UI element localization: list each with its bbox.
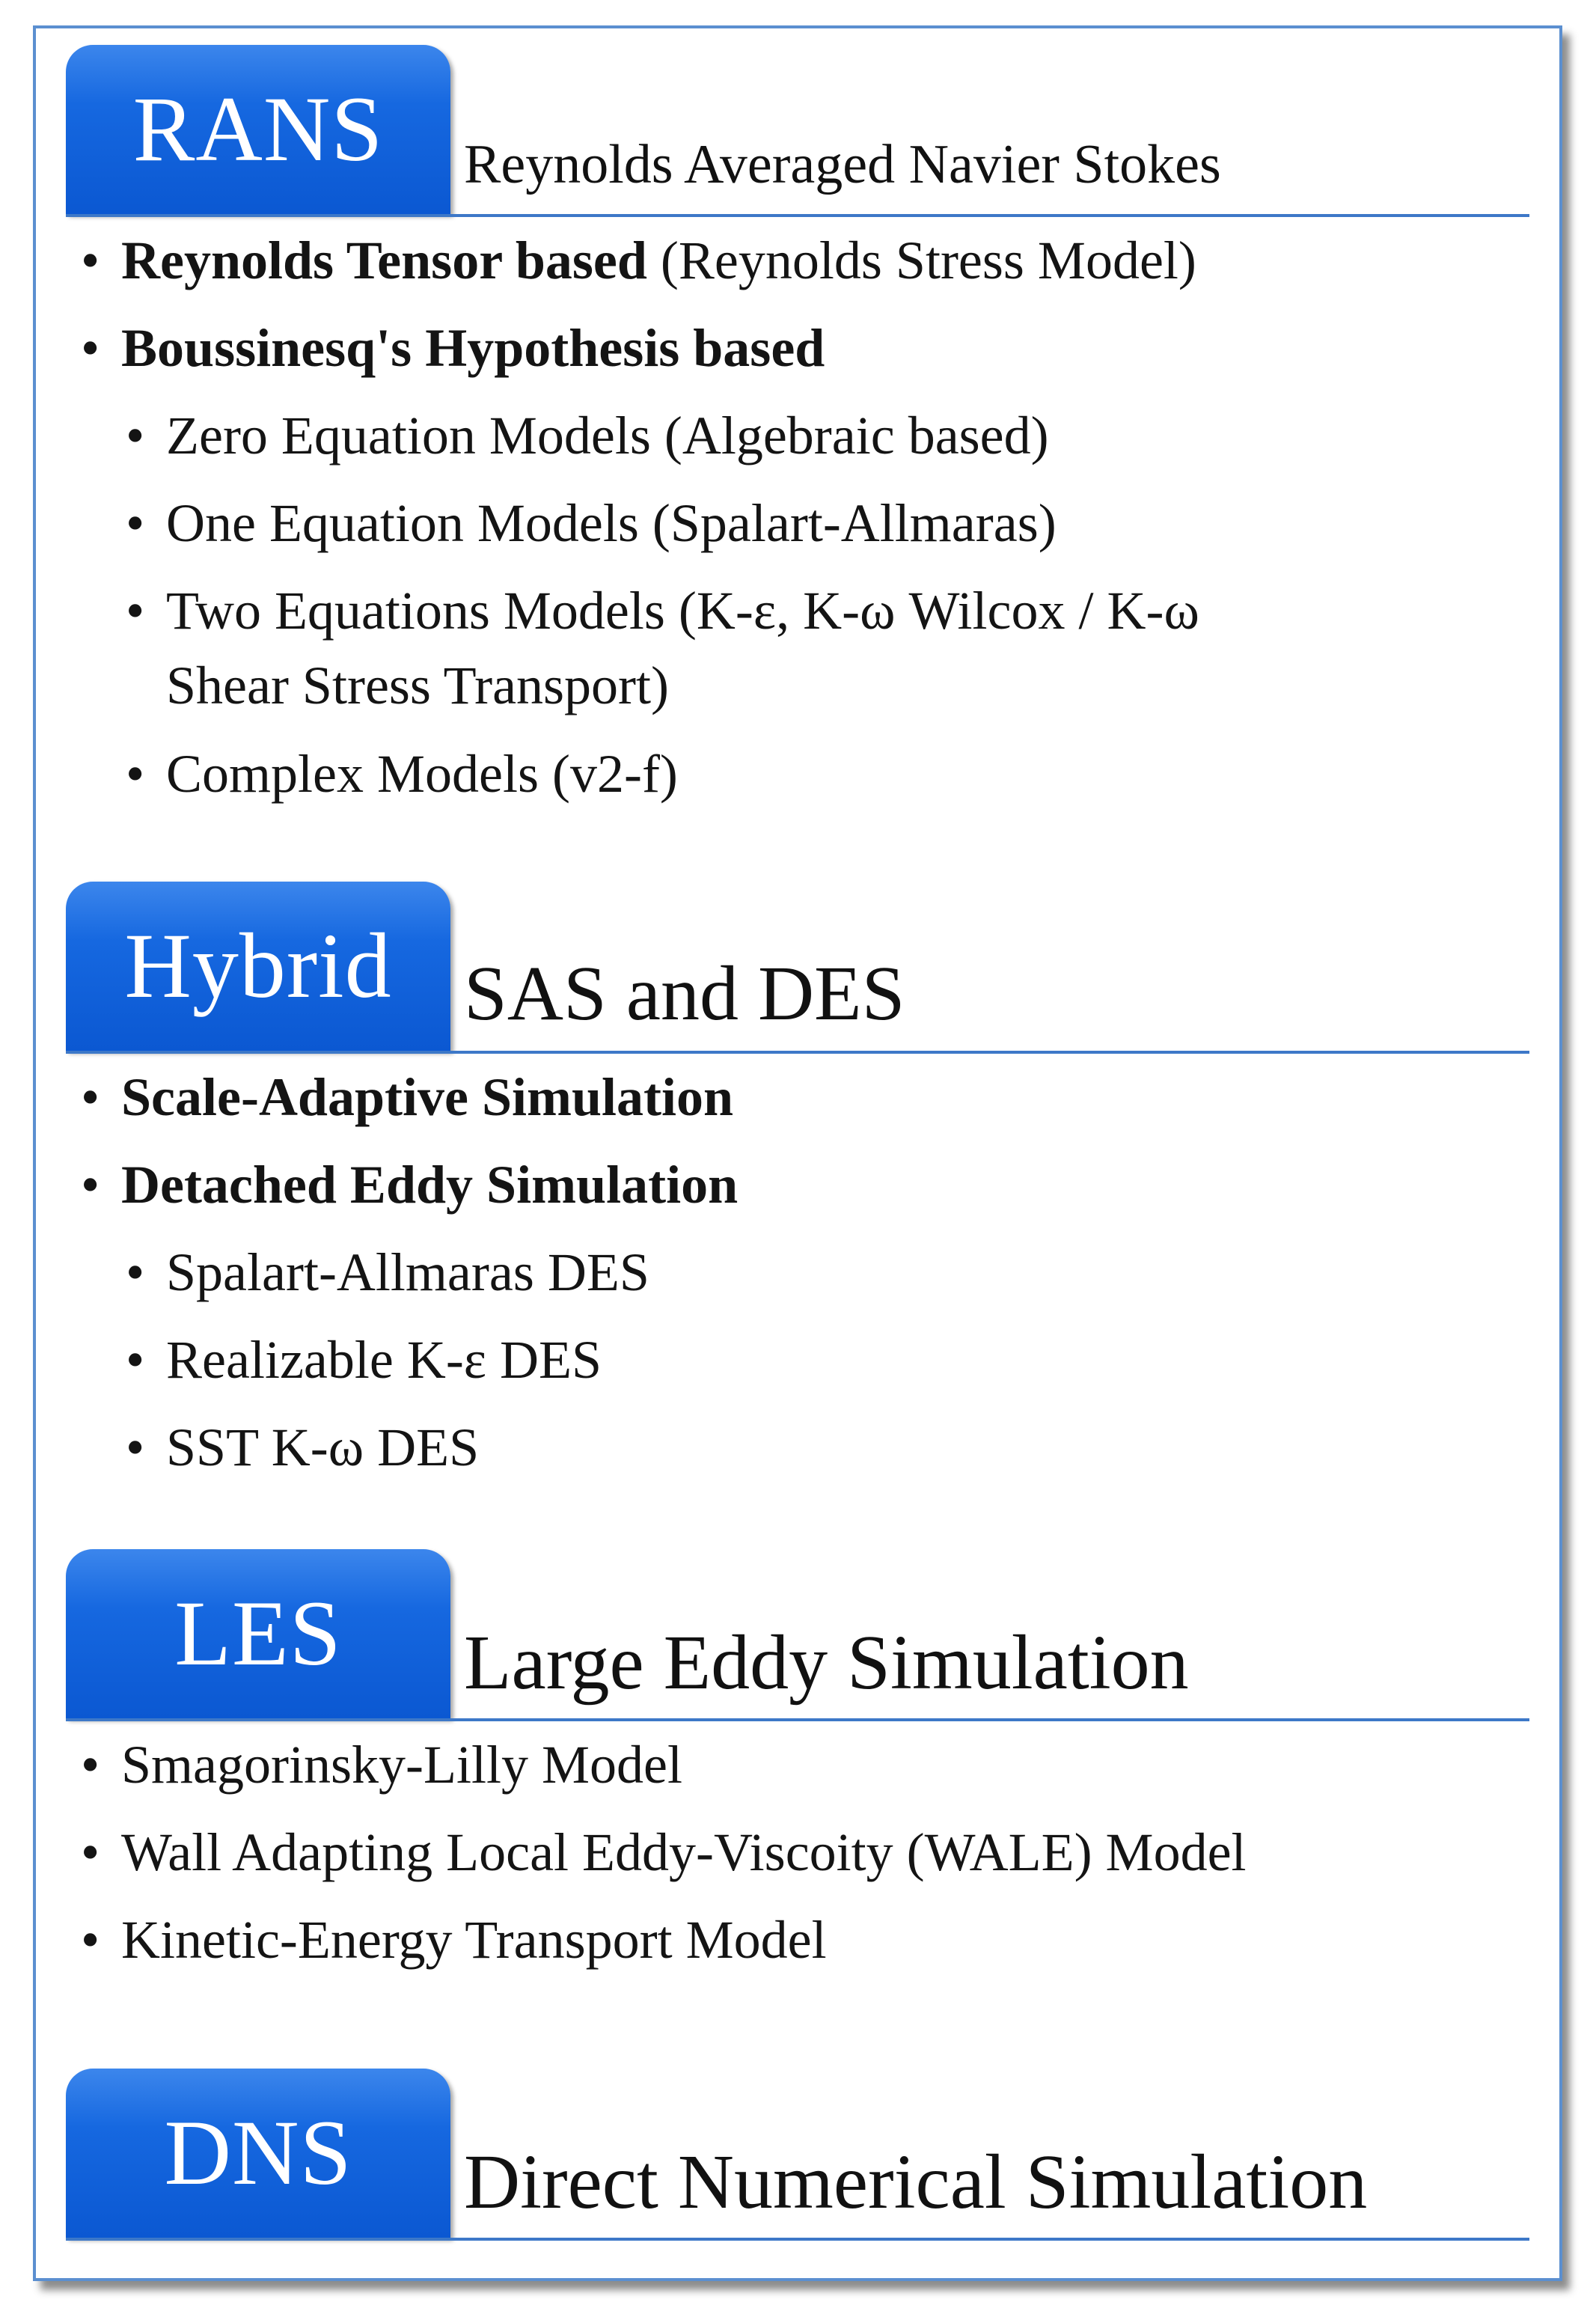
item-text: Smagorinsky-Lilly Model bbox=[121, 1735, 682, 1795]
les-list bbox=[81, 1727, 1247, 1990]
list-item bbox=[81, 1235, 738, 1322]
list-item bbox=[81, 311, 1199, 398]
bullet-icon: • bbox=[126, 1417, 145, 1477]
list-item bbox=[81, 223, 1199, 311]
bullet-icon: • bbox=[81, 1822, 100, 1882]
tab-dns: DNS bbox=[66, 2069, 450, 2238]
item-text: Realizable K-ε DES bbox=[166, 1330, 602, 1390]
hybrid-list bbox=[81, 1060, 738, 1498]
rans-list bbox=[81, 223, 1199, 824]
bullet-icon: • bbox=[81, 1910, 100, 1970]
bullet-icon: • bbox=[81, 1735, 100, 1795]
bullet-icon: • bbox=[126, 406, 145, 465]
diagram-frame bbox=[33, 25, 1562, 2281]
les-divider bbox=[66, 1718, 1529, 1721]
item-text: Wall Adapting Local Eddy-Viscoity (WALE) Model bbox=[121, 1822, 1247, 1882]
item-text: Complex Models (v2-f) bbox=[166, 744, 678, 804]
item-text: Two Equations Models (K-ε, K-ω Wilcox / K-ω bbox=[166, 581, 1199, 641]
item-bold-text: Reynolds Tensor based bbox=[121, 231, 647, 290]
dns-divider bbox=[66, 2238, 1529, 2241]
bullet-icon: • bbox=[126, 1242, 145, 1302]
list-item bbox=[81, 1727, 1247, 1815]
item-text-continuation: Shear Stress Transport) bbox=[166, 656, 670, 715]
list-item bbox=[81, 1322, 738, 1410]
item-bold-text: Scale-Adaptive Simulation bbox=[121, 1067, 734, 1127]
list-item bbox=[81, 1147, 738, 1235]
list-item bbox=[81, 1902, 1247, 1990]
bullet-icon: • bbox=[126, 493, 145, 553]
tab-rans: RANS bbox=[66, 45, 450, 214]
list-item bbox=[81, 1060, 738, 1147]
tab-les: LES bbox=[66, 1549, 450, 1718]
bullet-icon: • bbox=[81, 1155, 100, 1215]
rans-subtitle: Reynolds Averaged Navier Stokes bbox=[464, 134, 1221, 195]
item-text: (Reynolds Stress Model) bbox=[646, 231, 1196, 290]
item-text: One Equation Models (Spalart-Allmaras) bbox=[166, 493, 1057, 553]
rans-divider bbox=[66, 214, 1529, 217]
item-text: Spalart-Allmaras DES bbox=[166, 1242, 649, 1302]
list-item bbox=[81, 736, 1199, 824]
bullet-icon: • bbox=[126, 1330, 145, 1390]
item-text: SST K-ω DES bbox=[166, 1417, 480, 1477]
hybrid-divider bbox=[66, 1051, 1529, 1054]
bullet-icon: • bbox=[81, 1067, 100, 1127]
list-item bbox=[81, 573, 1199, 736]
list-item bbox=[81, 1815, 1247, 1902]
item-text: Zero Equation Models (Algebraic based) bbox=[166, 406, 1049, 465]
list-item bbox=[81, 398, 1199, 486]
bullet-icon: • bbox=[126, 744, 145, 804]
list-item bbox=[81, 1410, 738, 1498]
bullet-icon: • bbox=[81, 231, 100, 290]
bullet-icon: • bbox=[81, 318, 100, 378]
dns-subtitle: Direct Numerical Simulation bbox=[464, 2139, 1368, 2225]
hybrid-subtitle: SAS and DES bbox=[464, 950, 905, 1037]
item-text: Kinetic-Energy Transport Model bbox=[121, 1910, 827, 1970]
item-bold-text: Boussinesq's Hypothesis based bbox=[121, 318, 825, 378]
bullet-icon: • bbox=[126, 581, 145, 641]
les-subtitle: Large Eddy Simulation bbox=[464, 1620, 1189, 1706]
tab-hybrid: Hybrid bbox=[66, 882, 450, 1051]
item-bold-text: Detached Eddy Simulation bbox=[121, 1155, 739, 1215]
list-item bbox=[81, 486, 1199, 573]
